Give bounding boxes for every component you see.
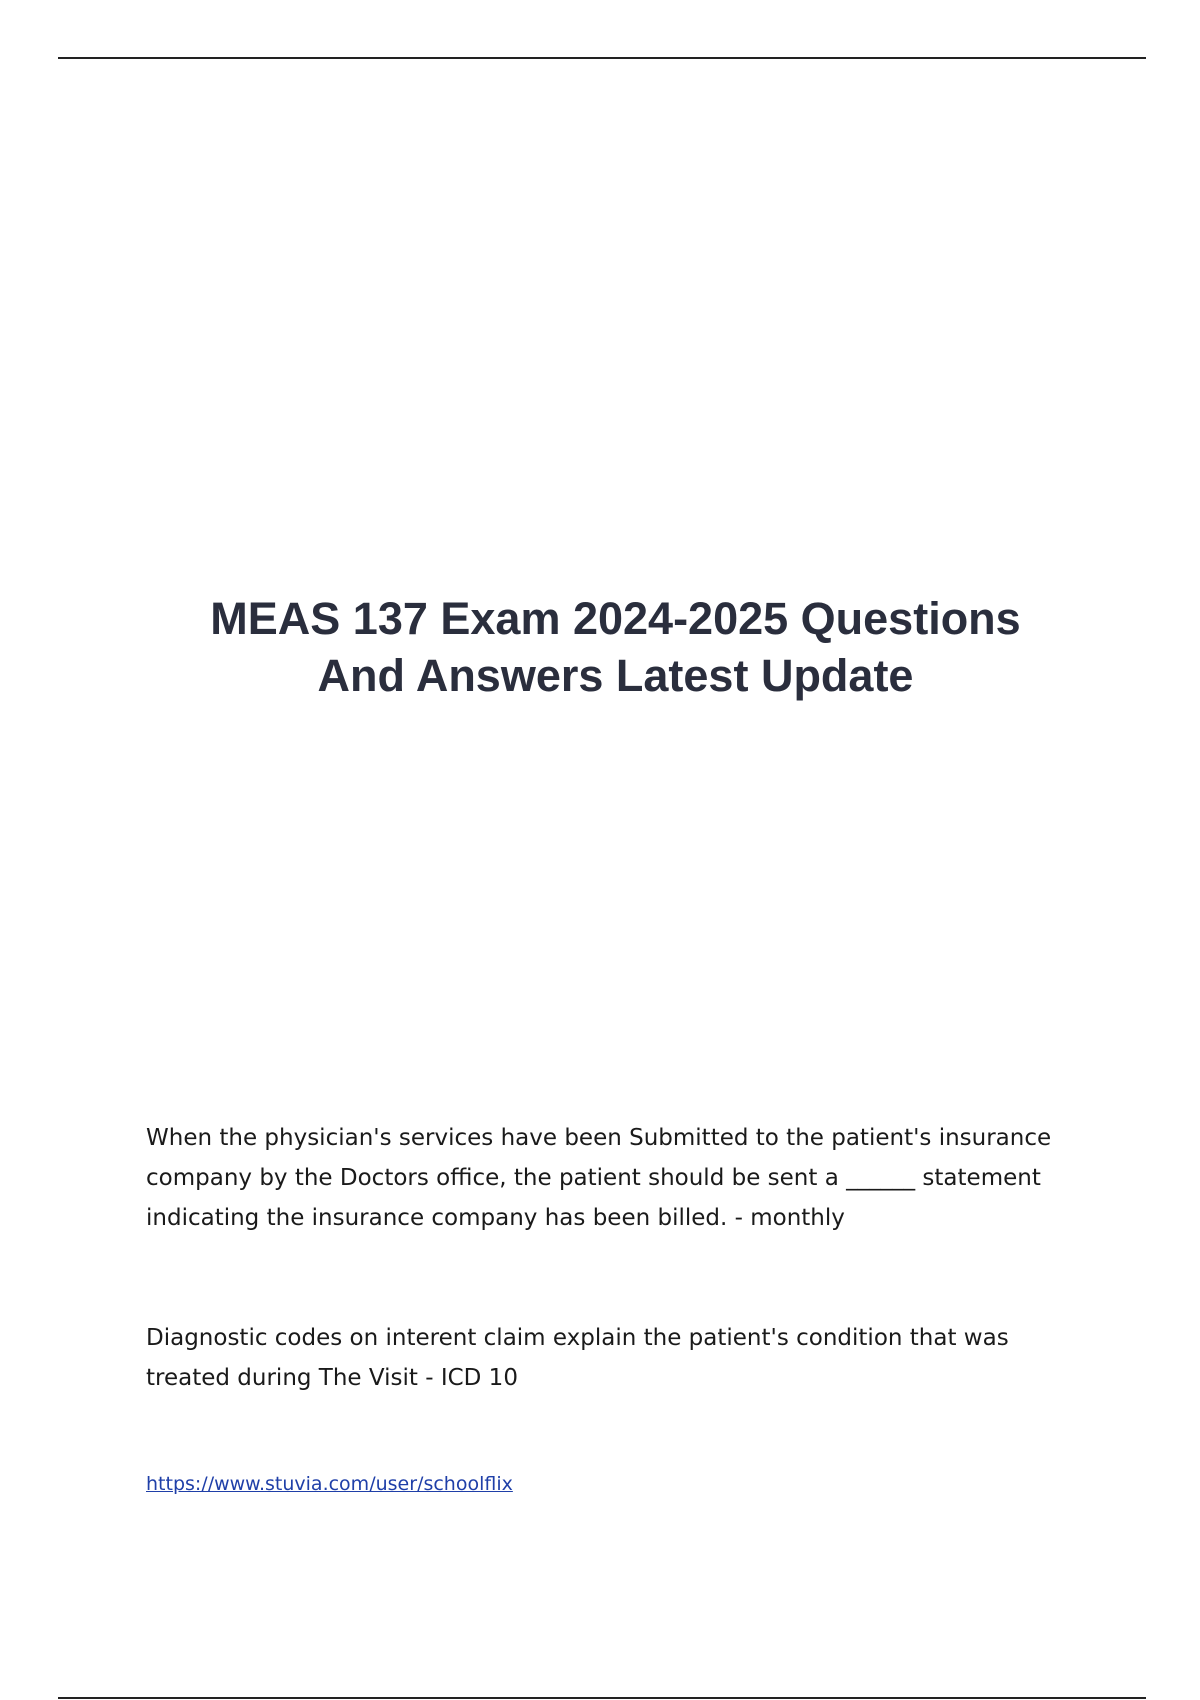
document-title [120, 590, 1111, 704]
question-answer-1: When the physician's services have been Submitted to the patient's insurance company by the Doctors office, the patient should be sent a ______ statement indicating the insurance company has been billed. - monthly [146, 1125, 1052, 1231]
document-title-line-1: MEAS 137 Exam 2024-2025 Questions [210, 593, 1021, 644]
profile-link[interactable]: https://www.stuvia.com/user/schoolflix [146, 1473, 513, 1495]
document-title-line-2: And Answers Latest Update [317, 650, 914, 701]
footer-rule [58, 1697, 1146, 1699]
header-rule [58, 57, 1146, 59]
question-answer-2: Diagnostic codes on interent claim explain the patient's condition that was treated during The Visit - ICD 10 [146, 1325, 1009, 1391]
